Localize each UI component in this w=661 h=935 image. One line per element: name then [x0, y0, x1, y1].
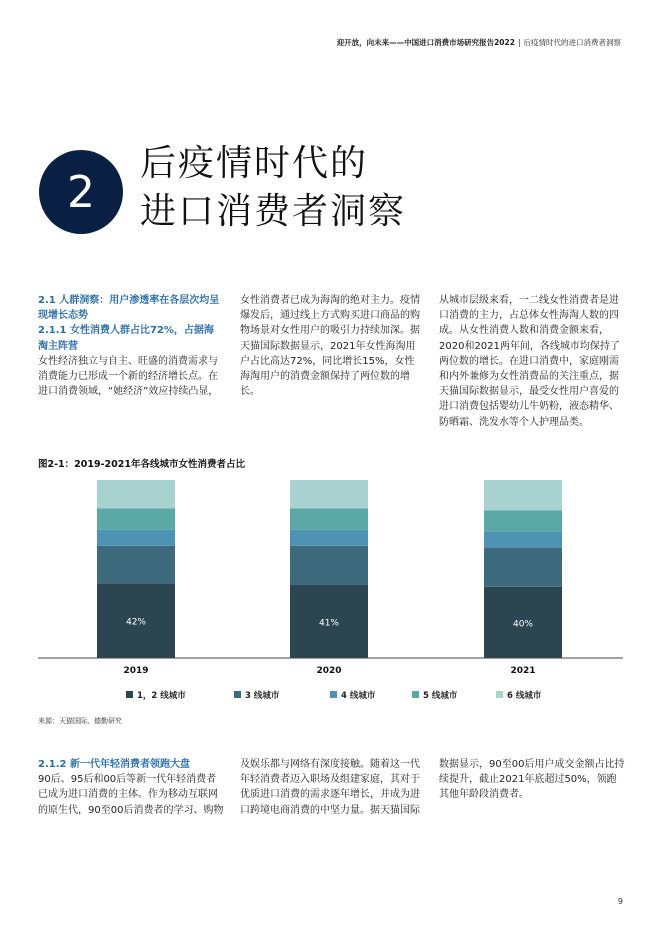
paragraph-female-consumers [38, 354, 220, 400]
section-heading-2-1-1: 2.1.1 女性消费人群占比72%，占据海淘主阵营 [38, 325, 214, 352]
chapter-title-line2: 进口消费者洞察 [140, 191, 407, 232]
text-column-b2 [240, 757, 426, 818]
bar-segment-2019-s2 [97, 546, 175, 583]
bar-segment-2020-s4 [290, 508, 368, 529]
legend-swatch-3 [330, 691, 337, 698]
legend-label-1: 1，2 线城市 [137, 691, 186, 701]
legend-label-5: 6 线城市 [507, 691, 542, 701]
bar-segment-2019-s5 [97, 480, 175, 508]
chapter-title [140, 140, 406, 236]
legend-swatch-5 [496, 691, 503, 698]
text-column-2 [240, 293, 422, 414]
bar-segment-2020-s2 [290, 546, 368, 585]
bar-segment-2021-s2 [484, 548, 562, 587]
paragraph-b-text: 90后、95后和00后等新一代年轻消费者已成为进口消费的主体。作为移动互联网的原生代，90至00后消费者的学习、购物 [38, 774, 224, 816]
legend-swatch-2 [234, 691, 241, 698]
x-tick-label-2019: 2019 [123, 666, 149, 676]
bar-segment-2019-s4 [97, 508, 175, 529]
x-tick-label-2021: 2021 [510, 666, 536, 676]
figure-title: 图2-1：2019-2021年各线城市女性消费者占比 [38, 459, 245, 470]
report-title: 迎开放，向未来——中国进口消费市场研究报告2022 [336, 38, 515, 47]
text-column-3 [439, 293, 621, 430]
section-title: 后疫情时代的进口消费者洞察 [523, 38, 621, 47]
text-column-b1 [38, 757, 224, 818]
paragraph-a1-text: 女性经济独立与自主、旺盛的消费需求与消费能力已形成一个新的经济增长点。在进口消费领域，“她经济”效应持续凸显， [38, 355, 219, 398]
x-tick-label-2020: 2020 [316, 666, 342, 676]
chapter-number-badge [39, 150, 123, 234]
chapter-number: 2 [67, 166, 95, 218]
paragraph-b-continued-2: 数据显示，90至00后用户成交金额占比持续提升，截止2021年底超过50%，领跑其他年龄段消费者。 [439, 759, 625, 801]
chapter-title-line1: 后疫情时代的 [140, 143, 369, 184]
text-column-b3 [439, 757, 625, 803]
section-heading-2-1-2: 2.1.2 新一代年轻消费者领跑大盘 [38, 759, 190, 770]
data-label-2019: 42% [125, 617, 147, 628]
data-label-2021: 40% [512, 619, 534, 630]
stacked-bar-chart [38, 470, 623, 712]
legend-label-4: 5 线城市 [423, 691, 458, 701]
running-header [337, 37, 621, 48]
text-column-1 [38, 293, 220, 399]
bar-segment-2021-s4 [484, 510, 562, 531]
paragraph-b-continued: 及娱乐都与网络有深度接触。随着这一代年轻消费者迈入职场及组建家庭，其对于优质进口消费的需求逐年增长，并成为进口跨境电商消费的中坚力量。据天猫国际 [240, 759, 420, 816]
figure-source: 来源：天猫国际、德勤研究 [38, 717, 122, 725]
paragraph-a2-continued: 从城市层级来看，一二线女性消费者是进口消费的主力，占总体女性海淘人数的四成。从女性消费人数和消费金额来看，2020和2021两年间，各线城市均保持了两位数的增长。在进口消费中，家庭刚需和内外兼修为女性消费品的关注重点，据天猫国际数据显示，最受女性用户喜爱的进口消费包括婴幼儿牛奶粉，液态精华、防晒霜、洗发水等个人护理品类。 [439, 295, 620, 428]
header-divider: | [517, 38, 521, 47]
legend-label-3: 4 线城市 [341, 691, 376, 701]
legend-label-2: 3 线城市 [245, 691, 280, 701]
legend-swatch-4 [412, 691, 419, 698]
bar-segment-2020-s5 [290, 480, 368, 508]
bar-segment-2019-s3 [97, 530, 175, 546]
bar-segment-2020-s3 [290, 530, 368, 546]
data-label-2020: 41% [318, 618, 340, 629]
bar-segment-2021-s3 [484, 532, 562, 548]
section-heading-2-1: 2.1 人群洞察：用户渗透率在各层次均呈现增长态势 [38, 295, 220, 322]
page-number: 9 [617, 897, 623, 906]
paragraph-gap [240, 399, 422, 414]
paragraph-a1-continued: 女性消费者已成为海淘的绝对主力。疫情爆发后，通过线上方式购买进口商品的购物场景对女性用户的吸引力持续加深。据天猫国际数据显示，2021年女性海淘用户占比高达72%，同比增长15%，女性海淘用户的消费金额保持了两位数的增长。 [240, 295, 420, 398]
bar-segment-2021-s5 [484, 480, 562, 510]
legend-swatch-1 [126, 691, 133, 698]
